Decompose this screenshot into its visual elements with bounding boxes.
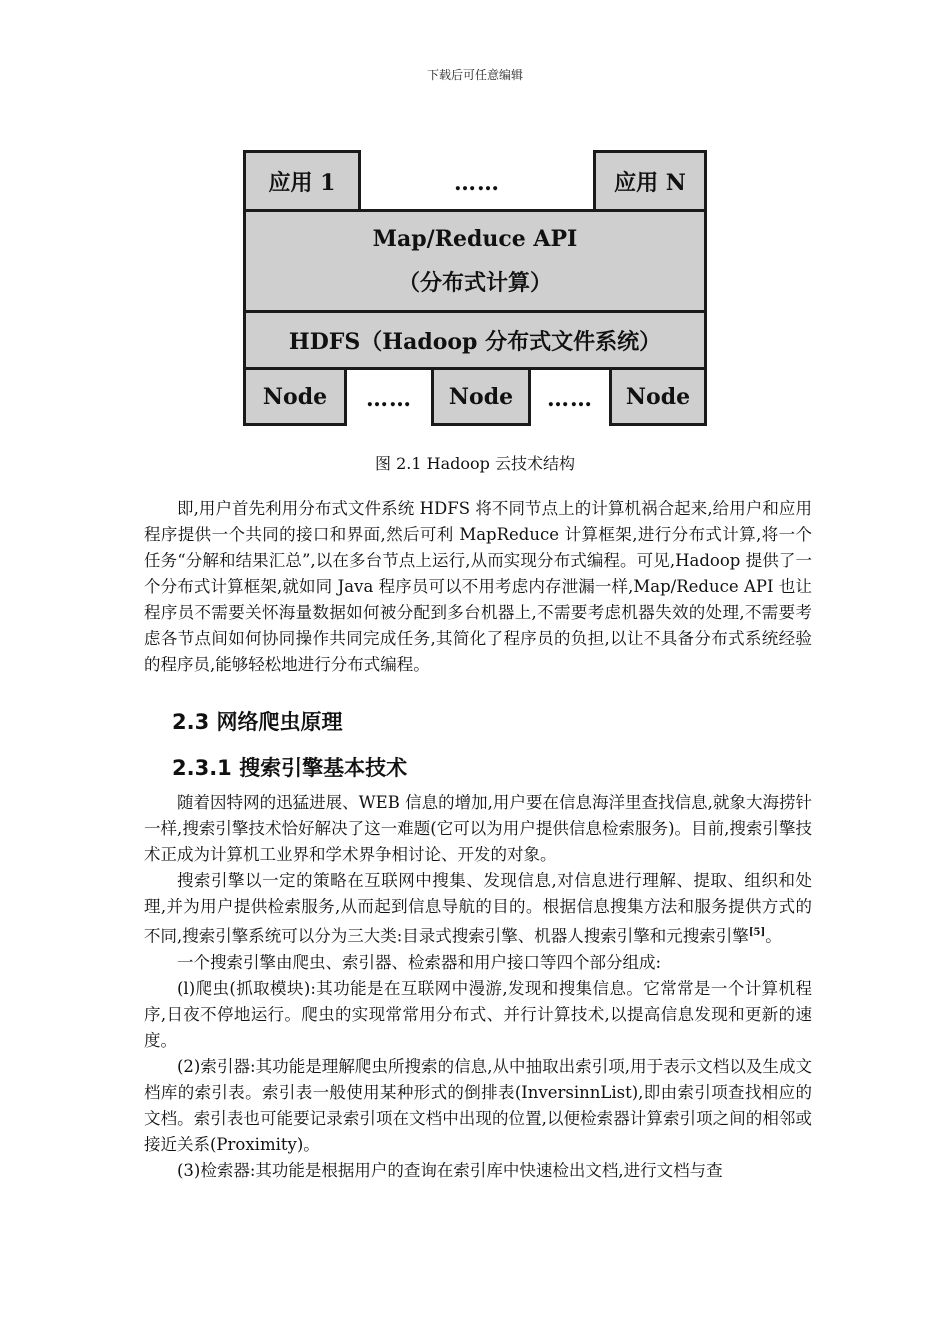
- paragraph-3: 一个搜索引擎由爬虫、索引器、检索器和用户接口等四个部分组成:: [177, 952, 662, 972]
- paragraph-2-text: 搜索引擎以一定的策略在互联网中搜集、发现信息,对信息进行理解、提取、组织和处理,并为用户提供检索服务,从而起到信息导航的目的。根据信息搜集方法和服务提供方式的不同,搜索引擎系统可以分为三大类:目录式搜索引擎、机器人搜索引擎和元搜索引擎: [144, 871, 812, 946]
- app-1-box: [243, 150, 361, 212]
- distributed-computing-label: （分布式计算）: [397, 270, 552, 296]
- nodes-ellipsis-2: ……: [547, 386, 593, 412]
- figure-caption: 图 2.1 Hadoop 云技术结构: [375, 454, 575, 473]
- citation-ref: [5]: [748, 927, 766, 938]
- hadoop-architecture-figure: [243, 150, 707, 426]
- hdfs-label: HDFS（Hadoop 分布式文件系统）: [288, 328, 662, 355]
- mapreduce-api-box: [243, 209, 707, 313]
- mapreduce-api-label: Map/Reduce API: [372, 226, 578, 252]
- node-box-2: [431, 367, 531, 426]
- node-label-2: Node: [448, 383, 514, 410]
- node-label-3: Node: [625, 383, 691, 410]
- paragraph-2: [144, 868, 812, 950]
- app-1-label: 应用 1: [268, 169, 336, 196]
- nodes-ellipsis-1: ……: [366, 386, 412, 412]
- paragraph-1: 随着因特网的迅猛进展、WEB 信息的增加,用户要在信息海洋里查找信息,就象大海捞针一样,搜索引擎技术恰好解决了这一难题(它可以为用户提供信息检索服务)。目前,搜索引擎技术正成为计算机工业界和学术界争相讨论、开发的对象。: [144, 793, 812, 864]
- body-text: [144, 496, 812, 1184]
- section-heading-2-3: 2.3 网络爬虫原理: [172, 710, 343, 734]
- node-box-1: [243, 367, 347, 426]
- page-header: 下载后可任意编辑: [426, 68, 523, 82]
- node-box-3: [609, 367, 707, 426]
- app-n-label: 应用 N: [614, 169, 686, 196]
- app-n-box: [593, 150, 707, 212]
- apps-ellipsis: ……: [454, 170, 500, 196]
- paragraph-6: (3)检索器:其功能是根据用户的查询在索引库中快速检出文档,进行文档与查: [177, 1160, 723, 1180]
- section-heading-2-3-1: 2.3.1 搜索引擎基本技术: [172, 756, 408, 780]
- paragraph-2-end: 。: [765, 926, 782, 946]
- node-label-1: Node: [262, 383, 328, 410]
- paragraph-5: (2)索引器:其功能是理解爬虫所搜索的信息,从中抽取出索引项,用于表示文档以及生成文档库的索引表。索引表一般使用某种形式的倒排表(InversinnList),即由索引项查找相应的文档。索引表也可能要记录索引项在文档中出现的位置,以便检索器计算索引项之间的相邻或接近关系(Proximity)。: [144, 1056, 812, 1154]
- hdfs-box: [243, 310, 707, 370]
- paragraph-4: (l)爬虫(抓取模块):其功能是在互联网中漫游,发现和搜集信息。它常常是一个计算机程序,日夜不停地运行。爬虫的实现常常用分布式、并行计算技术,以提高信息发现和更新的速度。: [144, 978, 812, 1050]
- intro-paragraph: 即,用户首先利用分布式文件系统 HDFS 将不同节点上的计算机祸合起来,给用户和应用程序提供一个共同的接口和界面,然后可利 MapReduce 计算框架,进行分布式计算,将一个任务“分解和结果汇总”,以在多台节点上运行,从而实现分布式编程。可见,Hadoop 提供了一个分布式计算框架,就如同 Java 程序员可以不用考虑内存泄漏一样,Map/Reduce API 也让程序员不需要关怀海量数据如何被分配到多台机器上,不需要考虑机器失效的处理,不需要考虑各节点间如何协同操作共同完成任务,其简化了程序员的负担,以让不具备分布式系统经验的程序员,能够轻松地进行分布式编程。: [144, 499, 812, 674]
